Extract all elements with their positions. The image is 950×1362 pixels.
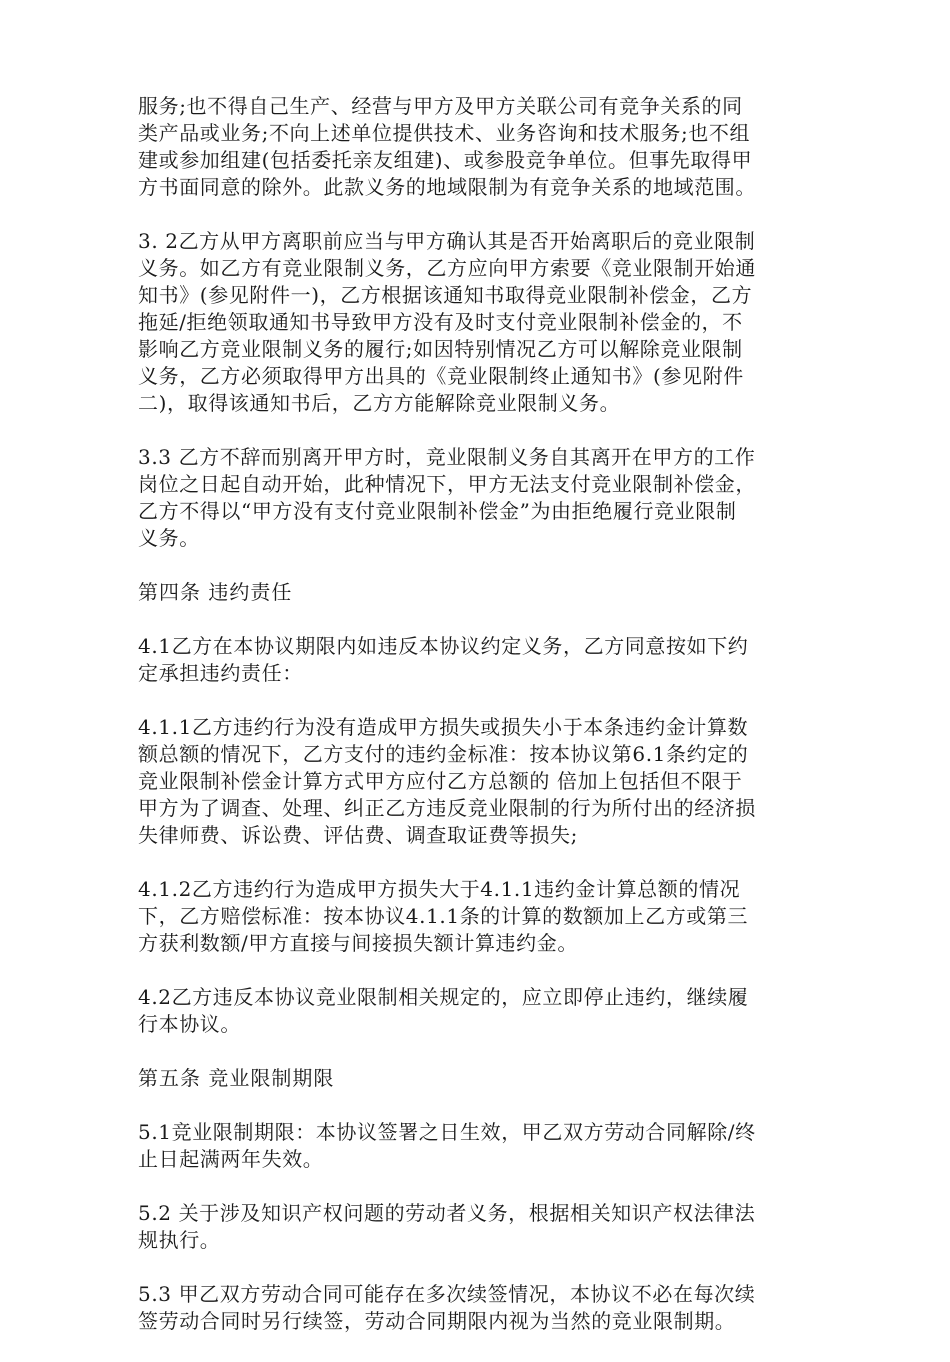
text-line: 二)，取得该通知书后，乙方方能解除竞业限制义务。 (138, 391, 621, 415)
text-line: 止日起满两年失效。 (138, 1147, 324, 1171)
paragraph-3-3 (138, 444, 816, 552)
text-line: 下，乙方赔偿标准：按本协议4.1.1条的计算的数额加上乙方或第三 (138, 904, 749, 928)
paragraph-4-1-2 (138, 876, 816, 957)
text-line: 额总额的情况下，乙方支付的违约金标准：按本协议第6.1条约定的 (138, 742, 749, 766)
text-line: 规执行。 (138, 1228, 221, 1252)
text-line: 4.2乙方违反本协议竞业限制相关规定的，应立即停止违约，继续履 (138, 985, 749, 1009)
paragraph-4-1-1 (138, 714, 816, 849)
section-heading: 第五条 竞业限制期限 (138, 1066, 335, 1090)
text-line: 5.3 甲乙双方劳动合同可能存在多次续签情况，本协议不必在每次续 (138, 1282, 756, 1306)
text-line: 影响乙方竞业限制义务的履行;如因特别情况乙方可以解除竞业限制 (138, 337, 743, 361)
article-5-heading (138, 1065, 816, 1092)
section-heading: 第四条 违约责任 (138, 580, 293, 604)
text-line: 行本协议。 (138, 1012, 241, 1036)
paragraph-3-1-continued (138, 93, 816, 201)
text-line: 乙方不得以“甲方没有支付竞业限制补偿金”为由拒绝履行竞业限制 (138, 499, 737, 523)
text-line: 知书》(参见附件一)，乙方根据该通知书取得竞业限制补偿金，乙方 (138, 283, 753, 307)
text-line: 定承担违约责任： (138, 661, 303, 685)
text-line: 方获利数额/甲方直接与间接损失额计算违约金。 (138, 931, 578, 955)
text-line: 3.3 乙方不辞而别离开甲方时，竞业限制义务自其离开在甲方的工作 (138, 445, 756, 469)
text-line: 类产品或业务;不向上述单位提供技术、业务咨询和技术服务;也不组 (138, 121, 751, 145)
paragraph-5-1 (138, 1119, 816, 1173)
text-line: 建或参加组建(包括委托亲友组建)、或参股竞争单位。但事先取得甲 (138, 148, 753, 172)
paragraph-4-2 (138, 984, 816, 1038)
text-line: 方书面同意的除外。此款义务的地域限制为有竞争关系的地域范围。 (138, 175, 756, 199)
text-line: 义务，乙方必须取得甲方出具的《竞业限制终止通知书》(参见附件 (138, 364, 744, 388)
text-line: 服务;也不得自己生产、经营与甲方及甲方关联公司有竞争关系的同 (138, 94, 743, 118)
text-line: 义务。 (138, 526, 200, 550)
text-line: 5.2 关于涉及知识产权问题的劳动者义务，根据相关知识产权法律法 (138, 1201, 756, 1225)
article-4-heading (138, 579, 816, 606)
text-line: 甲方为了调查、处理、纠正乙方违反竞业限制的行为所付出的经济损 (138, 796, 756, 820)
text-line: 拖延/拒绝领取通知书导致甲方没有及时支付竞业限制补偿金的，不 (138, 310, 743, 334)
text-line: 签劳动合同时另行续签，劳动合同期限内视为当然的竞业限制期。 (138, 1309, 736, 1333)
paragraph-4-1 (138, 633, 816, 687)
text-line: 岗位之日起自动开始，此种情况下，甲方无法支付竞业限制补偿金， (138, 472, 756, 496)
text-line: 4.1.1乙方违约行为没有造成甲方损失或损失小于本条违约金计算数 (138, 715, 749, 739)
text-line: 3. 2乙方从甲方离职前应当与甲方确认其是否开始离职后的竞业限制 (138, 229, 756, 253)
paragraph-3-2 (138, 228, 816, 417)
paragraph-5-3 (138, 1281, 816, 1335)
text-line: 竞业限制补偿金计算方式甲方应付乙方总额的 倍加上包括但不限于 (138, 769, 743, 793)
text-line: 失律师费、诉讼费、评估费、调查取证费等损失; (138, 823, 578, 847)
text-line: 义务。如乙方有竞业限制义务，乙方应向甲方索要《竞业限制开始通 (138, 256, 756, 280)
text-line: 5.1竞业限制期限：本协议签署之日生效，甲乙双方劳动合同解除/终 (138, 1120, 756, 1144)
text-line: 4.1乙方在本协议期限内如违反本协议约定义务，乙方同意按如下约 (138, 634, 749, 658)
paragraph-5-2 (138, 1200, 816, 1254)
text-line: 4.1.2乙方违约行为造成甲方损失大于4.1.1违约金计算总额的情况 (138, 877, 741, 901)
document-page (138, 93, 816, 1362)
